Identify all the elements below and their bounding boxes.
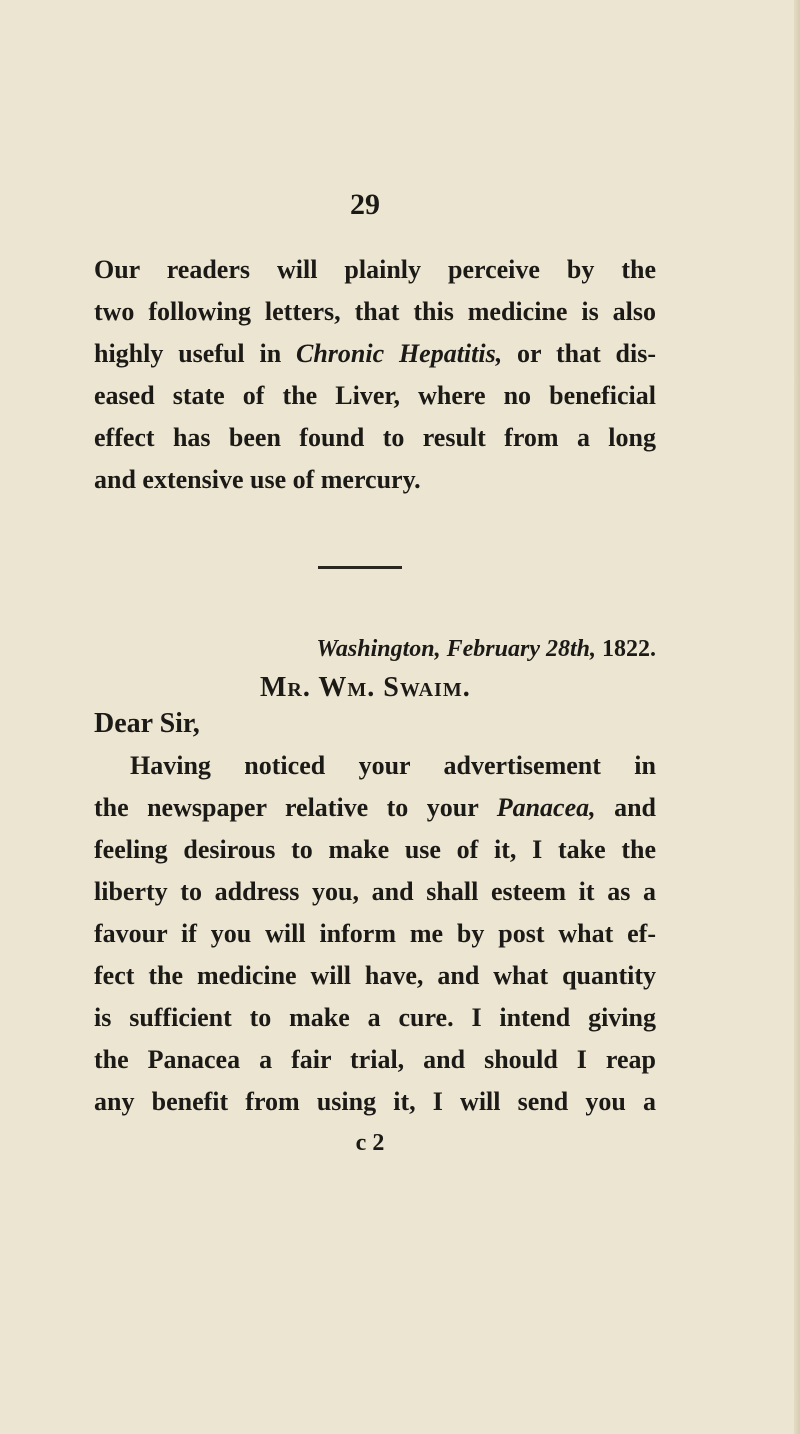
- letter-line-2: [94, 792, 656, 824]
- letter-line-1: Having noticed your advertisement in: [130, 751, 656, 780]
- letter-line-2-pre: the newspaper relative to your: [94, 793, 497, 822]
- intro-line-4: eased state of the Liver, where no beneficial: [94, 381, 656, 410]
- intro-line-2: two following letters, that this medicine is also: [94, 297, 656, 326]
- page-number: 29: [350, 188, 380, 221]
- letter-line-2-post: and: [595, 793, 656, 822]
- page-edge: [794, 0, 800, 1434]
- letter-place: Washington,: [316, 636, 441, 662]
- letter-line-7: is sufficient to make a cure. I intend giving: [94, 1003, 656, 1032]
- intro-line-3-pre: highly useful in: [94, 339, 296, 368]
- letter-line-6: fect the medicine will have, and what quantity: [94, 961, 656, 990]
- letter-day: 28th,: [545, 636, 596, 662]
- letter-line-9: any benefit from using it, I will send you a: [94, 1087, 656, 1116]
- letter-dateline: [290, 634, 656, 664]
- letter-addressee: Mr. Wm. Swaim.: [260, 672, 471, 703]
- intro-line-3: [94, 338, 656, 370]
- letter-salutation: Dear Sir,: [94, 708, 200, 739]
- intro-line-6: and extensive use of mercury.: [94, 465, 421, 494]
- signature-mark: c 2: [355, 1130, 385, 1156]
- letter-line-8: the Panacea a fair trial, and should I reap: [94, 1045, 656, 1074]
- letter-year: 1822.: [602, 636, 656, 662]
- letter-line-3: feeling desirous to make use of it, I take the: [94, 835, 656, 864]
- intro-line-1: Our readers will plainly perceive by the: [94, 255, 656, 284]
- intro-line-3-post: or that dis-: [502, 339, 657, 368]
- letter-line-5: favour if you will inform me by post what ef-: [94, 919, 656, 948]
- section-divider: [318, 566, 402, 569]
- product-name: Panacea,: [496, 793, 596, 822]
- disease-name: Chronic Hepatitis,: [295, 339, 503, 368]
- intro-line-5: effect has been found to result from a long: [94, 423, 656, 452]
- letter-line-4: liberty to address you, and shall esteem it as a: [94, 877, 656, 906]
- letter-month: February: [446, 636, 540, 662]
